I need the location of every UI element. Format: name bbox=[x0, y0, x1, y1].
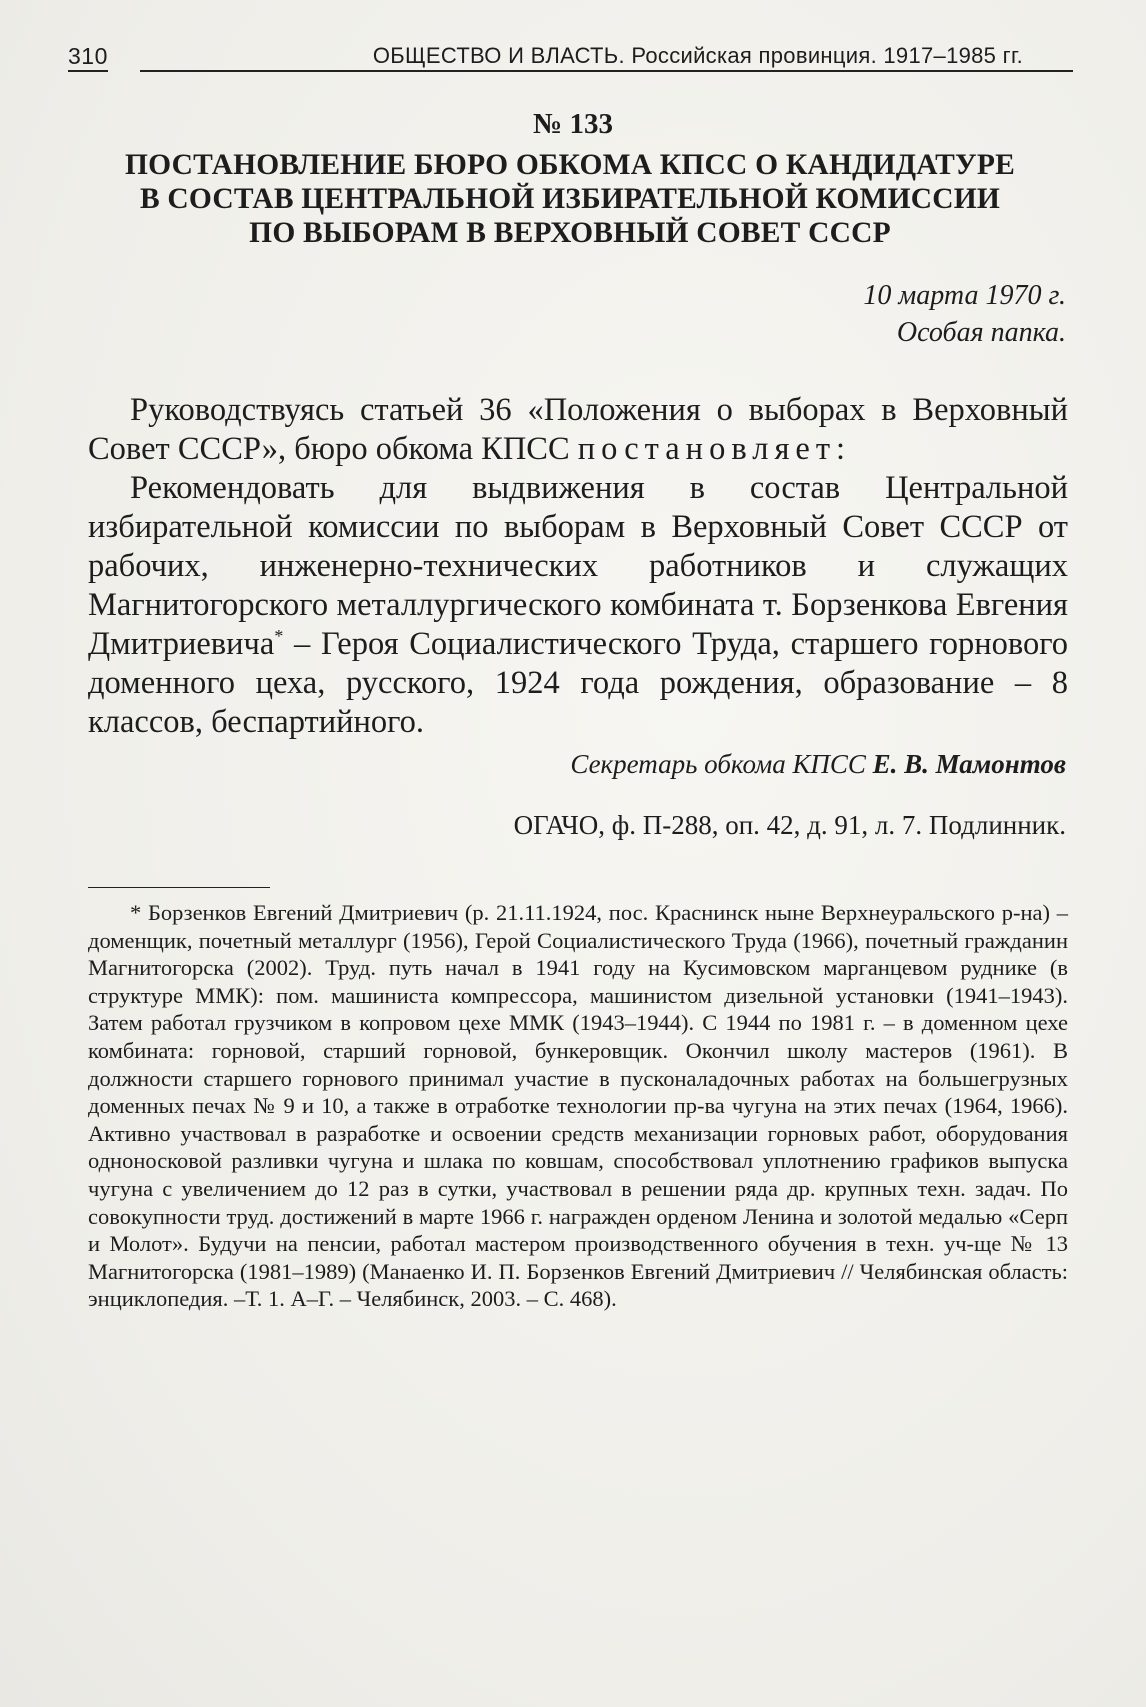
footnote-divider bbox=[88, 887, 270, 888]
footnote bbox=[88, 899, 1068, 1313]
document-date: 10 марта 1970 г. bbox=[863, 280, 1066, 311]
footnote-text: Борзенков Евгений Дмитриевич (р. 21.11.1924, пос. Краснинск ныне Верхнеуральского р-на) – доменщик, почетный металлург (1956), Герой Социалистического Труда (1966), почетный гражданин Магнитогорска (2002). Труд. путь начал в 1941 году на Кусимовском марганцевом руднике (в структуре ММК): пом. машиниста компрессора, машинистом дизельной установки (1941–1943). Затем работал грузчиком в копровом цехе ММК (1943–1944). С 1944 по 1981 г. – в доменном цехе комбината: горновой, старший горновой, бункеровщик. Окончил школу мастеров (1961). В должности старшего горнового принимал участие в пусконаладочных работах на большегрузных доменных печах № 9 и 10, а также в отработке технологии пр-ва чугуна на этих печах (1964, 1966). Активно участвовал в разработке и освоении средств механизации горновых работ, оборудования одноносковой разливки чугуна и шлака по ковшам, способствовал уплотнению графиков выпуска чугуна с увеличением до 12 раз в сутки, участвовал в решении ряда др. крупных техн. задач. По совокупности труд. достижений в марте 1966 г. награжден орденом Ленина и золотой медалью «Серп и Молот». Будучи на пенсии, работал мастером производственного обучения в техн. уч-ще № 13 Магнитогорска (1981–1989) (Манаенко И. П. Борзенков Евгений Дмитриевич // Челябинская область: энциклопедия. –Т. 1. А–Г. – Челябинск, 2003. – С. 468). bbox=[88, 900, 1068, 1312]
signature-name: Е. В. Мамонтов bbox=[872, 749, 1066, 779]
signature bbox=[570, 747, 1066, 781]
archive-reference: ОГАЧО, ф. П-288, оп. 42, д. 91, л. 7. Подлинник. bbox=[513, 810, 1066, 840]
document-body bbox=[88, 391, 1068, 742]
paragraph-text: Рекомендовать для выдвижения в состав Центральной избирательной комиссии по выборам в Верховный Совет СССР от рабочих, инженерно-технических работников и служащих Магнитогорского металлургического комбината т. Борзенкова Евгения Дмитриевича bbox=[88, 470, 1068, 662]
spaced-verb: постановляет: bbox=[577, 431, 852, 467]
page-number: 310 bbox=[68, 44, 108, 72]
body-paragraph bbox=[88, 391, 1068, 469]
running-head bbox=[68, 44, 1073, 74]
running-head-title-text: ОБЩЕСТВО И ВЛАСТЬ. Российская провинция. 1917–1985 гг. bbox=[372, 43, 1023, 68]
signature-role: Секретарь обкома КПСС bbox=[570, 749, 873, 779]
document-title-line: ПОСТАНОВЛЕНИЕ БЮРО ОБКОМА КПСС О КАНДИДАТУРЕ bbox=[125, 149, 1015, 181]
paragraph-text: Руководствуясь статьей 36 «Положения о выборах в Верховный Совет СССР», бюро обкома КПСС bbox=[88, 392, 1068, 467]
document-title bbox=[90, 148, 1050, 250]
document-number: № 133 bbox=[533, 108, 613, 140]
document-folder-note: Особая папка. bbox=[896, 317, 1066, 348]
document-title-line: В СОСТАВ ЦЕНТРАЛЬНОЙ ИЗБИРАТЕЛЬНОЙ КОМИССИИ bbox=[139, 183, 1001, 215]
running-head-title bbox=[140, 44, 1073, 72]
paragraph-text: – Героя Социалистического Труда, старшего горнового доменного цеха, русского, 1924 года рождения, образование – 8 классов, беспартийного. bbox=[88, 626, 1068, 740]
body-paragraph bbox=[88, 469, 1068, 742]
footnote-mark: * bbox=[130, 900, 142, 925]
document-title-line: ПО ВЫБОРАМ В ВЕРХОВНЫЙ СОВЕТ СССР bbox=[249, 217, 891, 249]
footnote-reference: * bbox=[274, 626, 284, 647]
